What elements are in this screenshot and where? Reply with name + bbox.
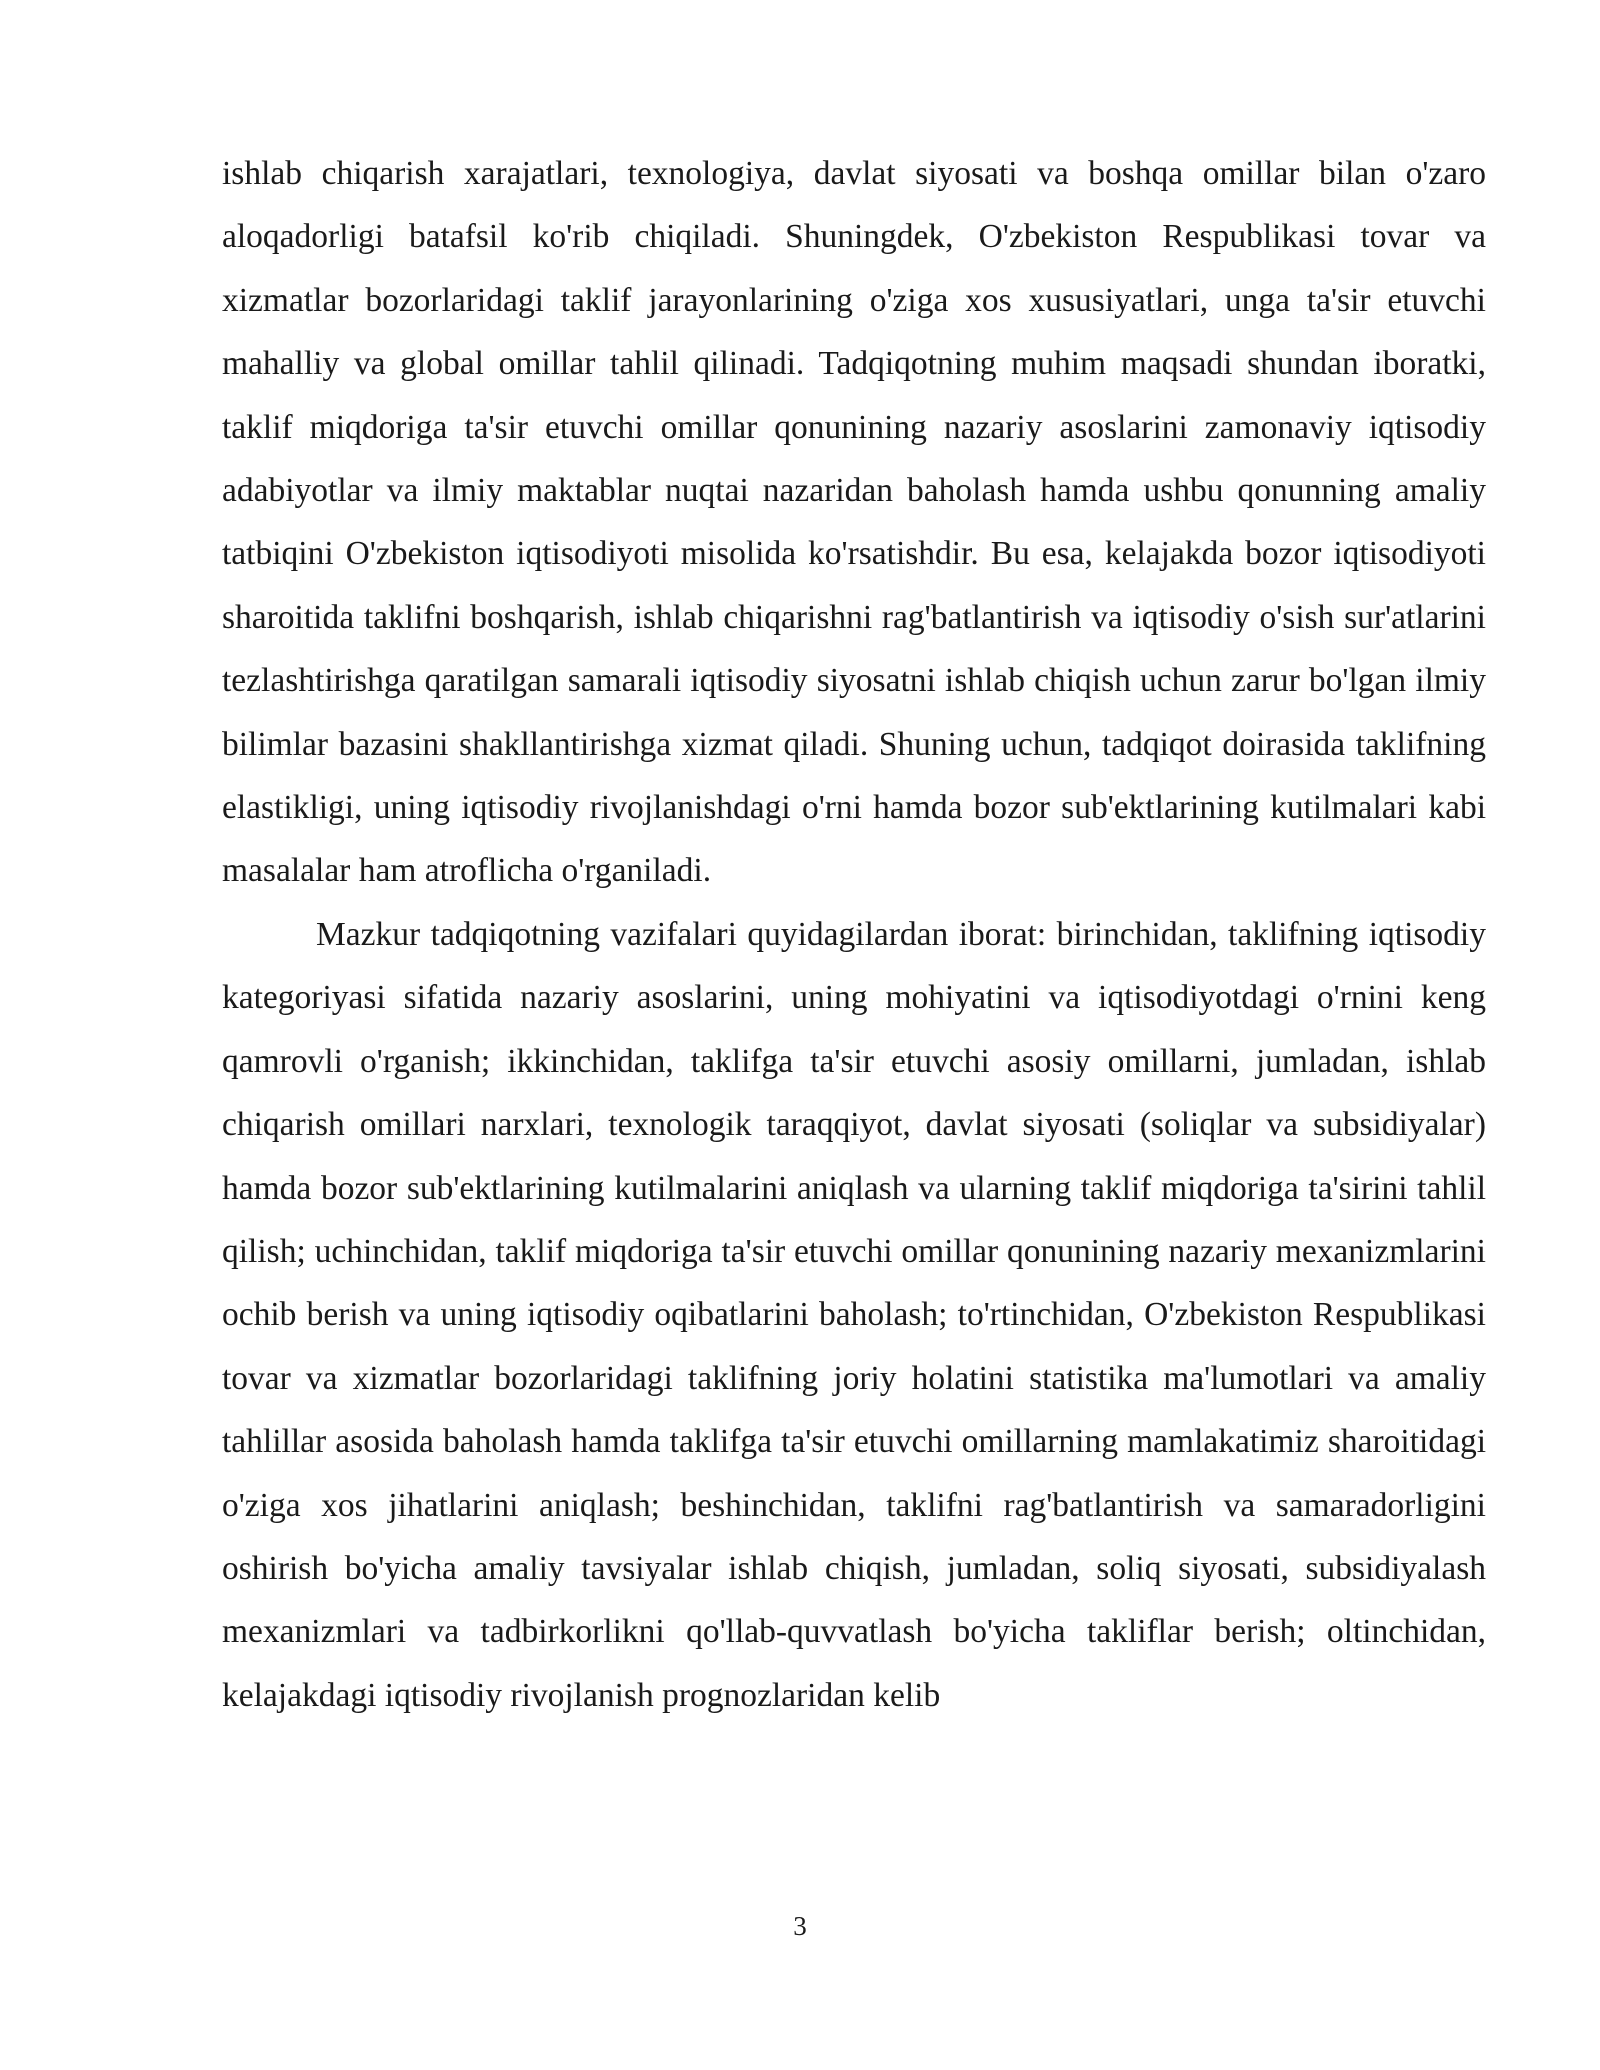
body-text: [222, 142, 1486, 1727]
page-number: 3: [793, 1911, 807, 1941]
paragraph-1: ishlab chiqarish xarajatlari, texnologiya, davlat siyosati va boshqa omillar bilan o'zaro aloqadorligi batafsil ko'rib chiqiladi. Shuningdek, O'zbekiston Respublikasi tovar va xizmatlar bozorlaridagi taklif jarayonlarining o'ziga xos xususiyatlari, unga ta'sir etuvchi mahalliy va global omillar tahlil qilinadi. Tadqiqotning muhim maqsadi shundan iboratki, taklif miqdoriga ta'sir etuvchi omillar qonunining nazariy asoslarini zamonaviy iqtisodiy adabiyotlar va ilmiy maktablar nuqtai nazaridan baholash hamda ushbu qonunning amaliy tatbiqini O'zbekiston iqtisodiyoti misolida ko'rsatishdir. Bu esa, kelajakda bozor iqtisodiyoti sharoitida taklifni boshqarish, ishlab chiqarishni rag'batlantirish va iqtisodiy o'sish sur'atlarini tezlashtirishga qaratilgan samarali iqtisodiy siyosatni ishlab chiqish uchun zarur bo'lgan ilmiy bilimlar bazasini shakllantirishga xizmat qiladi. Shuning uchun, tadqiqot doirasida taklifning elastikligi, uning iqtisodiy rivojlanishdagi o'rni hamda bozor sub'ektlarining kutilmalari kabi masalalar ham atroflicha o'rganiladi.: [222, 155, 1486, 890]
paragraph-2: Mazkur tadqiqotning vazifalari quyidagilardan iborat: birinchidan, taklifning iqtisodiy kategoriyasi sifatida nazariy asoslarini, uning mohiyatini va iqtisodiyotdagi o'rnini keng qamrovli o'rganish; ikkinchidan, taklifga ta'sir etuvchi asosiy omillarni, jumladan, ishlab chiqarish omillari narxlari, texnologik taraqqiyot, davlat siyosati (soliqlar va subsidiyalar) hamda bozor sub'ektlarining kutilmalarini aniqlash va ularning taklif miqdoriga ta'sirini tahlil qilish; uchinchidan, taklif miqdoriga ta'sir etuvchi omillar qonunining nazariy mexanizmlarini ochib berish va uning iqtisodiy oqibatlarini baholash; to'rtinchidan, O'zbekiston Respublikasi tovar va xizmatlar bozorlaridagi taklifning joriy holatini statistika ma'lumotlari va amaliy tahlillar asosida baholash hamda taklifga ta'sir etuvchi omillarning mamlakatimiz sharoitidagi o'ziga xos jihatlarini aniqlash; beshinchidan, taklifni rag'batlantirish va samaradorligini oshirish bo'yicha amaliy tavsiyalar ishlab chiqish, jumladan, soliq siyosati, subsidiyalash mexanizmlari va tadbirkorlikni qo'llab-quvvatlash bo'yicha takliflar berish; oltinchidan, kelajakdagi iqtisodiy rivojlanish prognozlaridan kelib: [222, 915, 1486, 1714]
